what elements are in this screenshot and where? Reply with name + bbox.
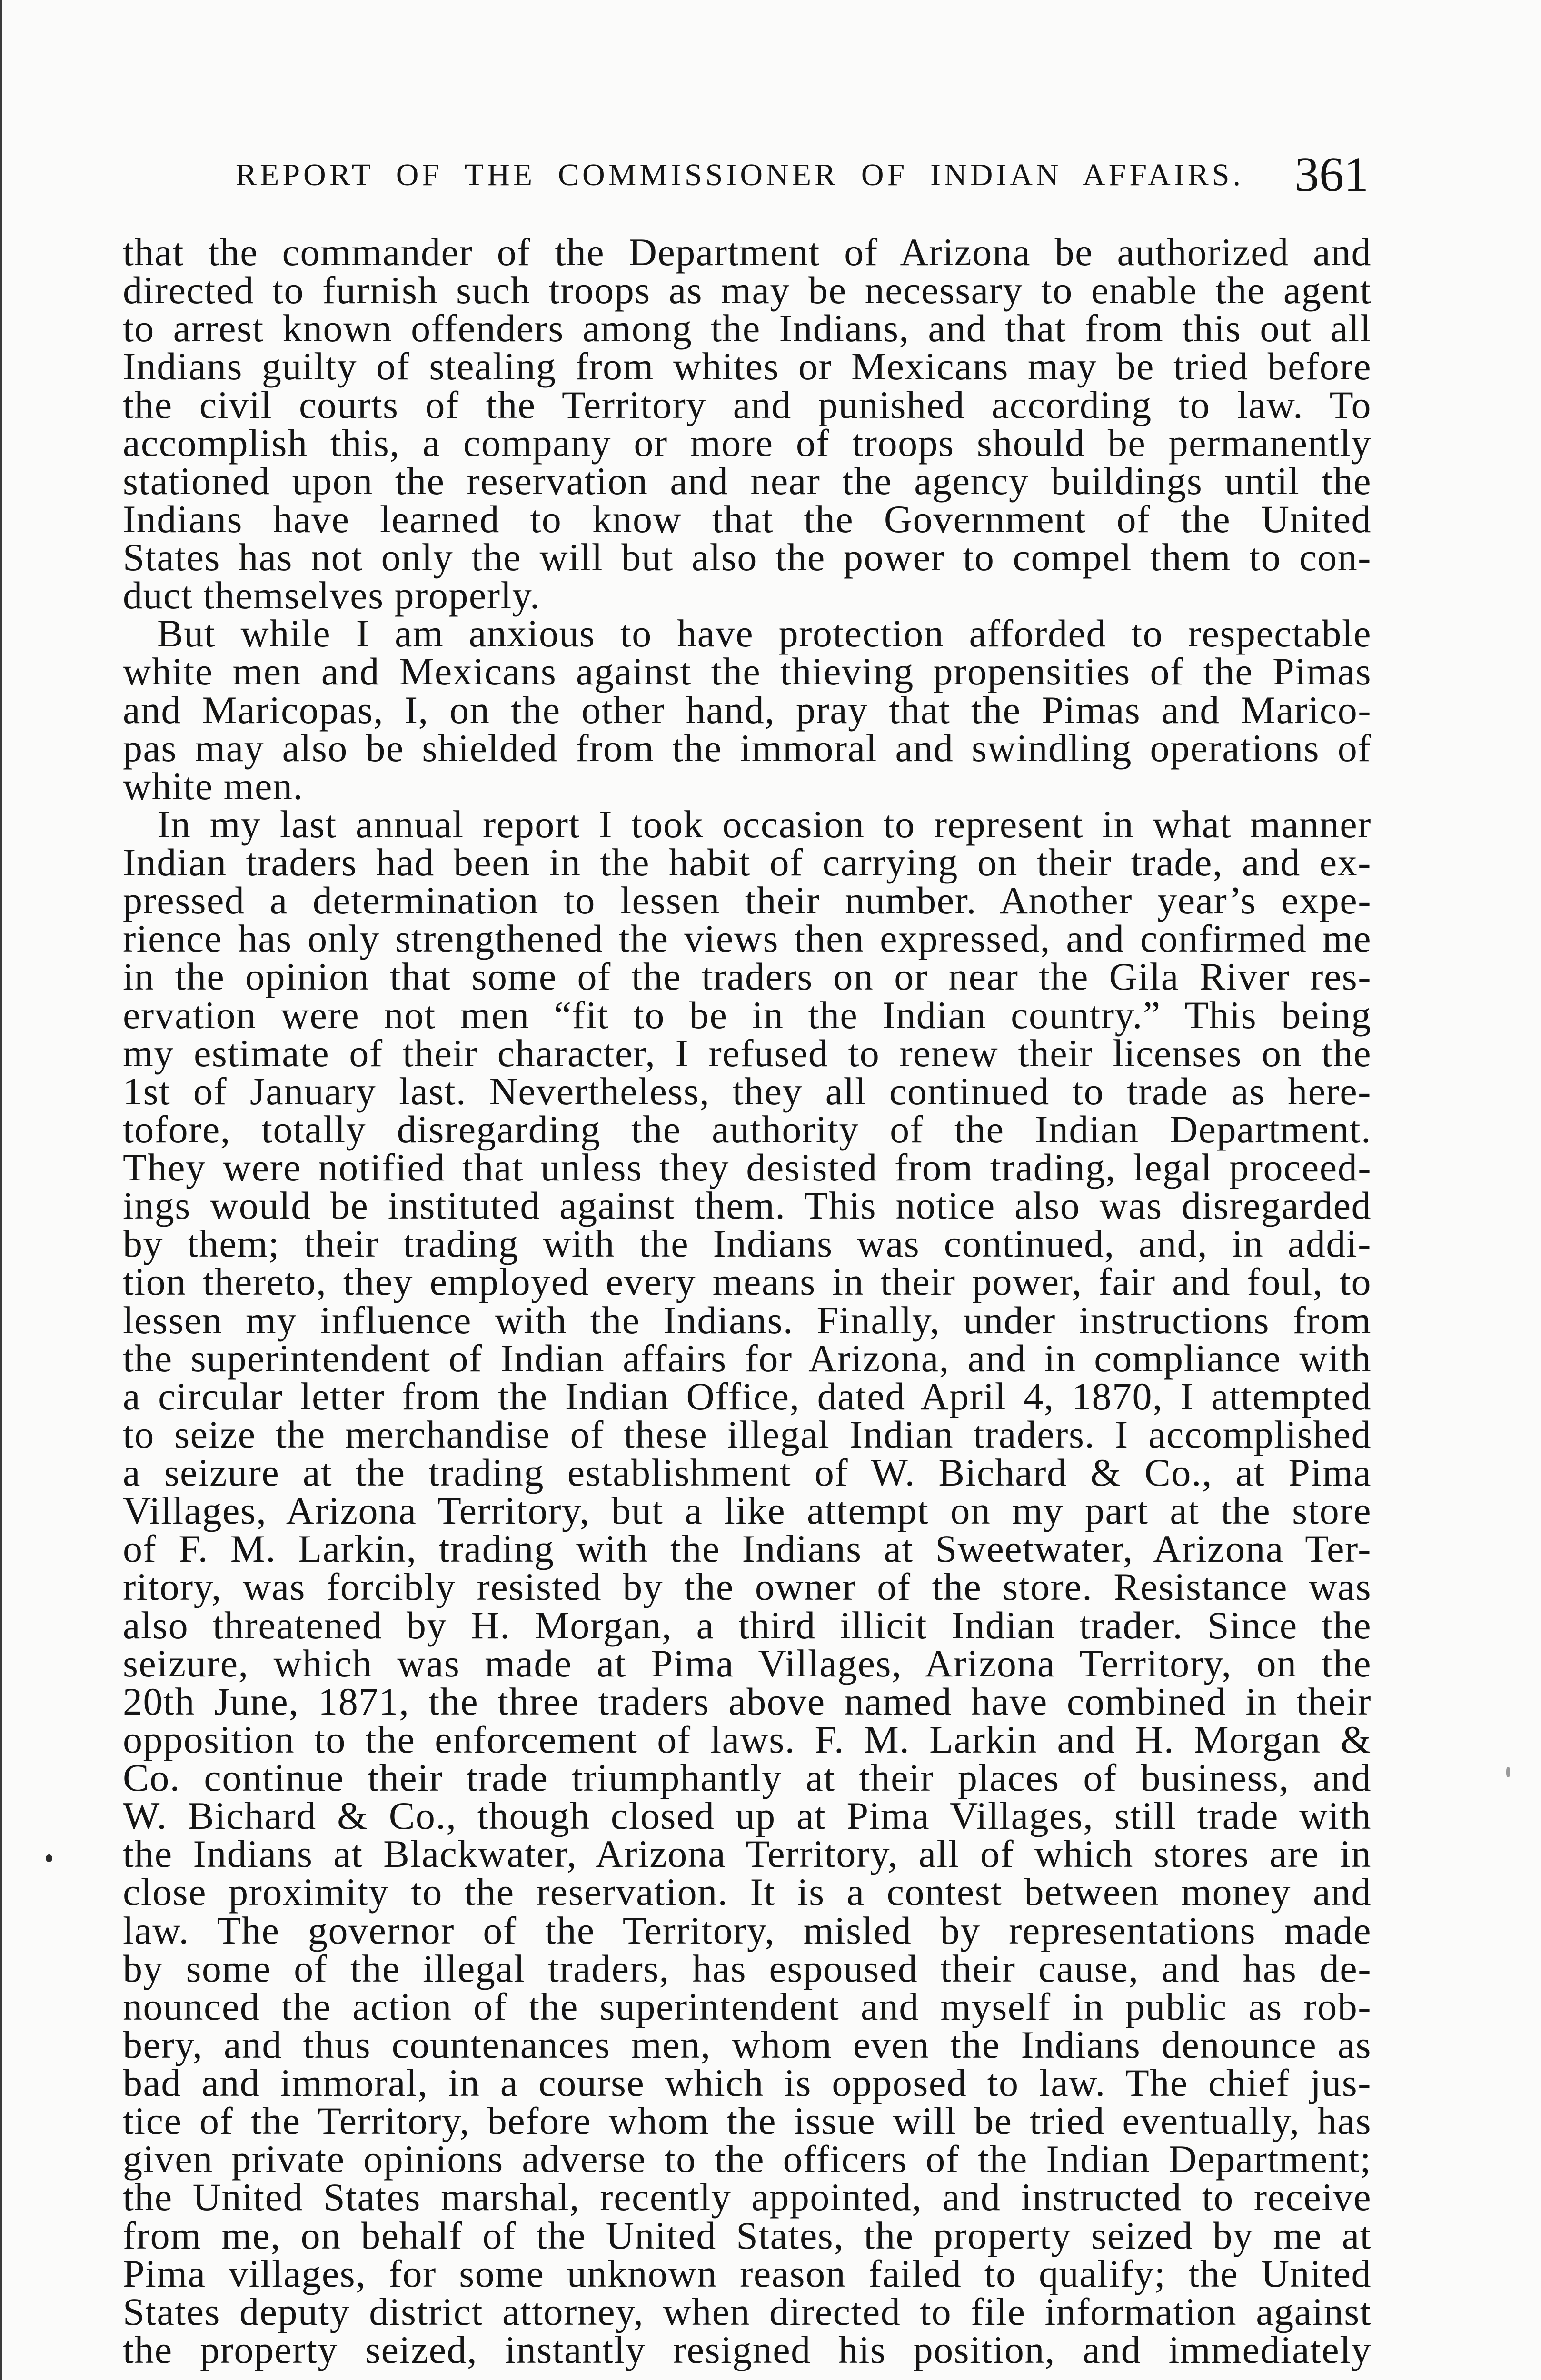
text-line: from me, on behalf of the United States, the property seized by me at (123, 2213, 1372, 2257)
text-line: tice of the Territory, before whom the issue will be tried eventually, has (123, 2099, 1372, 2143)
text-line: opposition to the enforcement of laws. F. M. Larkin and H. Morgan & (123, 1717, 1372, 1761)
text-line: a circular letter from the Indian Office, dated April 4, 1870, I attempted (123, 1374, 1372, 1418)
text-line: directed to furnish such troops as may be necessary to enable the agent (123, 268, 1372, 312)
text-line: W. Bichard & Co., though closed up at Pima Villages, still trade with (123, 1794, 1372, 1838)
text-line: Indians guilty of stealing from whites or Mexicans may be tried before (123, 345, 1372, 388)
text-line: Indians have learned to know that the Government of the United (123, 497, 1372, 541)
text-line: States has not only the will but also the power to compel them to con- (123, 536, 1372, 579)
text-line: Villages, Arizona Territory, but a like attempt on my part at the store (123, 1489, 1372, 1533)
text-line: in the opinion that some of the traders on or near the Gila River res- (123, 955, 1372, 999)
text-line: to arrest known offenders among the Indians, and that from this out all (123, 307, 1372, 350)
text-line: pas may also be shielded from the immoral and swindling operations of (123, 726, 1372, 770)
page-number: 361 (1294, 147, 1369, 202)
text-line: Indian traders had been in the habit of carrying on their trade, and ex- (123, 841, 1372, 884)
text-line: the property seized, instantly resigned his position, and immediately (123, 2328, 1372, 2371)
text-line: ervation were not men “fit to be in the Indian country.” This being (123, 993, 1372, 1037)
text-line: States deputy district attorney, when directed to file information against (123, 2290, 1372, 2333)
text-line: and Maricopas, I, on the other hand, pray that the Pimas and Marico- (123, 688, 1372, 732)
page-edge (0, 0, 2, 2380)
text-line: 20th June, 1871, the three traders above named have combined in their (123, 1679, 1372, 1723)
text-line: the civil courts of the Territory and punished according to law. To (123, 383, 1372, 426)
text-line: bery, and thus countenances men, whom even the Indians denounce as (123, 2023, 1372, 2066)
text-line: by them; their trading with the Indians was continued, and, in addi- (123, 1222, 1372, 1266)
text-line: They were notified that unless they desisted from trading, legal proceed- (123, 1146, 1372, 1189)
text-line: bad and immoral, in a course which is opposed to law. The chief jus- (123, 2061, 1372, 2104)
text-line: the superintendent of Indian affairs for Arizona, and in compliance with (123, 1336, 1372, 1380)
scan-speck (1506, 1767, 1510, 1777)
text-line: pressed a determination to lessen their number. Another year’s expe- (123, 879, 1372, 922)
text-line: of F. M. Larkin, trading with the Indians at Sweetwater, Arizona Ter- (123, 1527, 1372, 1571)
text-line: also threatened by H. Morgan, a third illicit Indian trader. Since the (123, 1603, 1372, 1647)
text-line: tofore, totally disregarding the authority of the Indian Department. (123, 1107, 1372, 1151)
text-line: a seizure at the trading establishment of W. Bichard & Co., at Pima (123, 1451, 1372, 1494)
paragraph (123, 612, 1372, 808)
body-text (123, 230, 1372, 2371)
text-line: tion thereto, they employed every means in their power, fair and foul, to (123, 1260, 1372, 1304)
text-line: Co. continue their trade triumphantly at their places of business, and (123, 1756, 1372, 1799)
text-line: rience has only strengthened the views then expressed, and confirmed me (123, 917, 1372, 961)
text-line: stationed upon the reservation and near the agency buildings until the (123, 459, 1372, 503)
text-line: But while I am anxious to have protection afforded to respectable (157, 612, 1372, 655)
text-line: given private opinions adverse to the officers of the Indian Department; (123, 2137, 1372, 2181)
text-line: In my last annual report I took occasion to represent in what manner (157, 802, 1372, 846)
text-line: ritory, was forcibly resisted by the owner of the store. Resistance was (123, 1565, 1372, 1609)
paragraph (123, 230, 1372, 617)
text-line: that the commander of the Department of Arizona be authorized and (123, 230, 1372, 274)
text-line: nounced the action of the superintendent and myself in public as rob- (123, 1984, 1372, 2028)
text-line: by some of the illegal traders, has espoused their cause, and has de- (123, 1946, 1372, 1990)
text-line: Pima villages, for some unknown reason failed to qualify; the United (123, 2251, 1372, 2295)
text-line: white men. (123, 764, 304, 808)
text-line: law. The governor of the Territory, misled by representations made (123, 1908, 1372, 1952)
text-line: the Indians at Blackwater, Arizona Territory, all of which stores are in (123, 1832, 1372, 1876)
paragraph (123, 802, 1372, 2371)
text-line: my estimate of their character, I refused to renew their licenses on the (123, 1031, 1372, 1075)
text-line: to seize the merchandise of these illegal Indian traders. I accomplished (123, 1412, 1372, 1456)
running-head: REPORT OF THE COMMISSIONER OF INDIAN AFFAIRS. (236, 158, 1244, 192)
text-line: accomplish this, a company or more of troops should be permanently (123, 421, 1372, 465)
text-line: the United States marshal, recently appointed, and instructed to receive (123, 2175, 1372, 2219)
text-line: white men and Mexicans against the thieving propensities of the Pimas (123, 650, 1372, 694)
text-line: duct themselves properly. (123, 574, 540, 617)
text-line: ings would be instituted against them. This notice also was disregarded (123, 1184, 1372, 1228)
text-line: 1st of January last. Nevertheless, they all continued to trade as here- (123, 1069, 1372, 1113)
text-line: seizure, which was made at Pima Villages, Arizona Territory, on the (123, 1641, 1372, 1685)
scan-speck (46, 1854, 52, 1862)
text-line: close proximity to the reservation. It is a contest between money and (123, 1870, 1372, 1914)
text-line: lessen my influence with the Indians. Finally, under instructions from (123, 1298, 1372, 1342)
